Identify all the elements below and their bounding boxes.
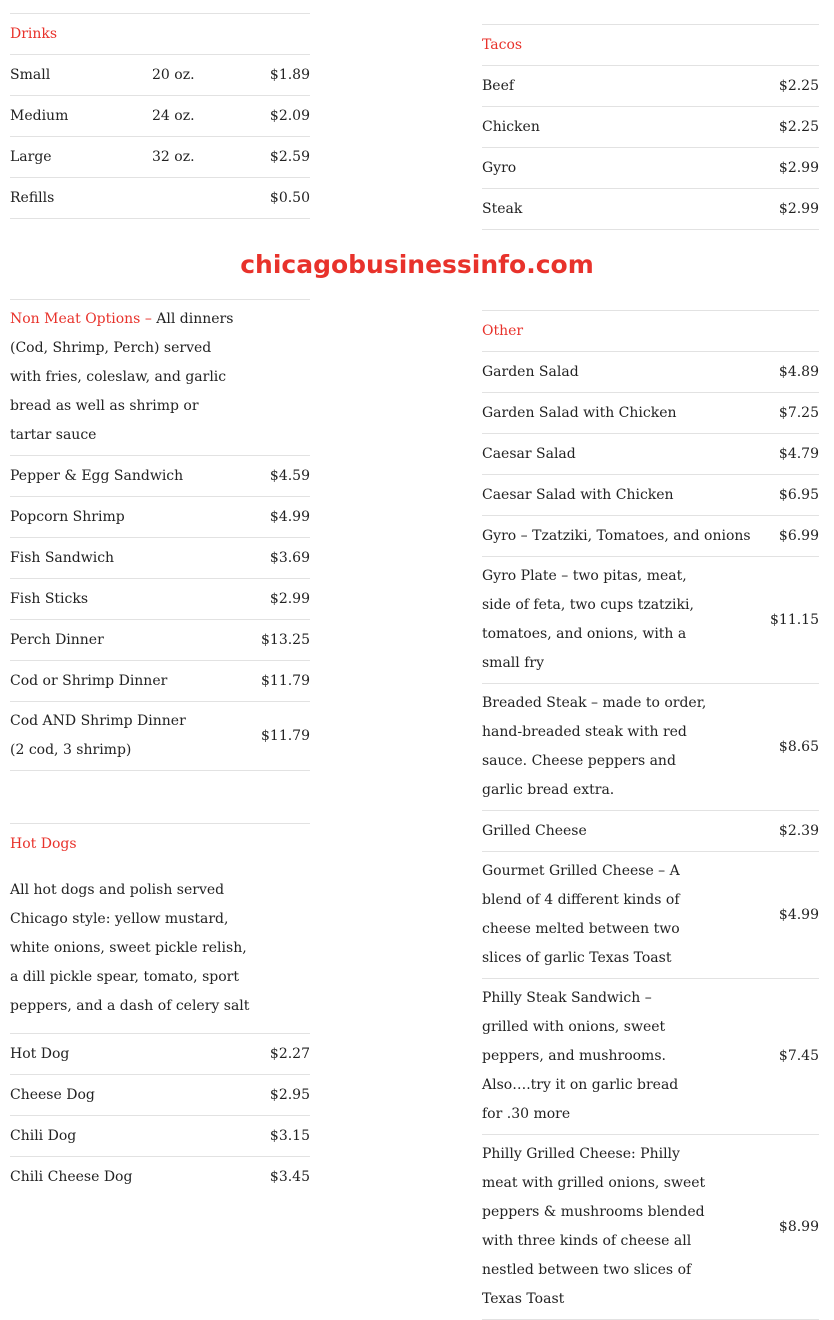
item-price: $4.59 bbox=[250, 456, 310, 497]
non-meat-description: All dinners (Cod, Shrimp, Perch) served with fries, coleslaw, and garlic bread as well as shrimp or tartar sauce bbox=[10, 311, 234, 443]
table-row bbox=[482, 852, 819, 979]
item-name: Gyro – Tzatziki, Tomatoes, and onions bbox=[482, 516, 770, 557]
table-row bbox=[482, 516, 819, 557]
item-name: Cod or Shrimp Dinner bbox=[10, 661, 250, 702]
non-meat-table bbox=[10, 299, 310, 771]
item-name: Gyro Plate – two pitas, meat, side of feta, two cups tzatziki, tomatoes, and onions, with a small fry bbox=[482, 557, 770, 684]
item-price: $2.99 bbox=[681, 189, 819, 230]
table-row bbox=[10, 178, 310, 219]
item-price: $2.25 bbox=[681, 66, 819, 107]
table-row bbox=[10, 1075, 310, 1116]
table-row bbox=[482, 393, 819, 434]
item-name: Gourmet Grilled Cheese – A blend of 4 different kinds of cheese melted between two slices of garlic Texas Toast bbox=[482, 852, 770, 979]
item-price: $3.15 bbox=[228, 1116, 310, 1157]
item-name: Refills bbox=[10, 178, 152, 219]
item-price: $3.69 bbox=[250, 538, 310, 579]
item-price: $7.25 bbox=[770, 393, 819, 434]
table-row bbox=[10, 456, 310, 497]
item-price: $11.79 bbox=[250, 702, 310, 771]
item-name: Garden Salad with Chicken bbox=[482, 393, 770, 434]
item-price: $2.09 bbox=[234, 96, 310, 137]
item-name: Caesar Salad with Chicken bbox=[482, 475, 770, 516]
item-price: $2.39 bbox=[770, 811, 819, 852]
item-name: Fish Sticks bbox=[10, 579, 250, 620]
item-size: 32 oz. bbox=[152, 137, 234, 178]
table-row bbox=[10, 579, 310, 620]
item-name: Cod AND Shrimp Dinner (2 cod, 3 shrimp) bbox=[10, 702, 250, 771]
item-name: Philly Steak Sandwich – grilled with onions, sweet peppers, and mushrooms. Also….try it on garlic bread for .30 more bbox=[482, 979, 770, 1135]
item-price: $6.99 bbox=[770, 516, 819, 557]
item-name: Medium bbox=[10, 96, 152, 137]
table-row bbox=[10, 137, 310, 178]
other-title: Other bbox=[482, 311, 819, 352]
item-name: Chili Cheese Dog bbox=[10, 1157, 228, 1198]
table-row bbox=[482, 66, 819, 107]
item-name: Perch Dinner bbox=[10, 620, 250, 661]
item-name: Popcorn Shrimp bbox=[10, 497, 250, 538]
item-size bbox=[152, 178, 234, 219]
item-size: 20 oz. bbox=[152, 55, 234, 96]
item-name: Fish Sandwich bbox=[10, 538, 250, 579]
title-dash: – bbox=[140, 311, 157, 327]
table-row bbox=[10, 538, 310, 579]
item-name: Cheese Dog bbox=[10, 1075, 228, 1116]
item-price: $2.25 bbox=[681, 107, 819, 148]
item-price: $4.99 bbox=[770, 852, 819, 979]
item-price: $8.99 bbox=[770, 1135, 819, 1320]
table-row bbox=[482, 811, 819, 852]
table-row bbox=[10, 620, 310, 661]
item-price: $1.89 bbox=[234, 55, 310, 96]
item-price: $2.59 bbox=[234, 137, 310, 178]
table-row bbox=[482, 1135, 819, 1320]
item-price: $3.45 bbox=[228, 1157, 310, 1198]
table-row bbox=[10, 1157, 310, 1198]
section-intro bbox=[10, 300, 310, 456]
hot-dogs-table bbox=[10, 823, 310, 1197]
table-row bbox=[482, 979, 819, 1135]
tacos-section bbox=[482, 24, 819, 230]
item-price: $2.95 bbox=[228, 1075, 310, 1116]
table-row bbox=[482, 107, 819, 148]
item-name: Garden Salad bbox=[482, 352, 770, 393]
table-row bbox=[10, 497, 310, 538]
item-name: Grilled Cheese bbox=[482, 811, 770, 852]
non-meat-title: Non Meat Options bbox=[10, 311, 141, 327]
table-row bbox=[10, 1034, 310, 1075]
table-row bbox=[482, 352, 819, 393]
non-meat-section bbox=[10, 299, 310, 771]
item-name: Chili Dog bbox=[10, 1116, 228, 1157]
item-price: $2.27 bbox=[228, 1034, 310, 1075]
item-name: Hot Dog bbox=[10, 1034, 228, 1075]
table-row bbox=[10, 661, 310, 702]
other-section bbox=[482, 310, 819, 1320]
item-price: $4.89 bbox=[770, 352, 819, 393]
table-row bbox=[482, 434, 819, 475]
tacos-table bbox=[482, 24, 819, 230]
item-price: $4.79 bbox=[770, 434, 819, 475]
table-row bbox=[482, 684, 819, 811]
item-price: $0.50 bbox=[234, 178, 310, 219]
item-name: Pepper & Egg Sandwich bbox=[10, 456, 250, 497]
table-row bbox=[482, 475, 819, 516]
item-price: $6.95 bbox=[770, 475, 819, 516]
item-name: Steak bbox=[482, 189, 681, 230]
item-price: $4.99 bbox=[250, 497, 310, 538]
item-price: $8.65 bbox=[770, 684, 819, 811]
item-name: Beef bbox=[482, 66, 681, 107]
table-row bbox=[482, 557, 819, 684]
table-row bbox=[10, 1116, 310, 1157]
item-price: $7.45 bbox=[770, 979, 819, 1135]
table-row bbox=[482, 189, 819, 230]
item-name: Philly Grilled Cheese: Philly meat with grilled onions, sweet peppers & mushrooms blended with three kinds of cheese all nestled between two slices of Texas Toast bbox=[482, 1135, 770, 1320]
hot-dogs-section bbox=[10, 823, 310, 1197]
item-name: Breaded Steak – made to order, hand-breaded steak with red sauce. Cheese peppers and garlic bread extra. bbox=[482, 684, 770, 811]
drinks-table bbox=[10, 13, 310, 219]
item-name: Large bbox=[10, 137, 152, 178]
table-row bbox=[10, 55, 310, 96]
table-row bbox=[10, 702, 310, 771]
hot-dogs-title: Hot Dogs bbox=[10, 824, 310, 865]
item-price: $11.79 bbox=[250, 661, 310, 702]
item-name: Chicken bbox=[482, 107, 681, 148]
item-name: Caesar Salad bbox=[482, 434, 770, 475]
drinks-section bbox=[10, 13, 310, 219]
item-name: Small bbox=[10, 55, 152, 96]
watermark-text: chicagobusinessinfo.com bbox=[240, 250, 594, 279]
tacos-title: Tacos bbox=[482, 25, 819, 66]
item-price: $13.25 bbox=[250, 620, 310, 661]
item-price: $2.99 bbox=[681, 148, 819, 189]
table-row bbox=[10, 96, 310, 137]
hot-dogs-description: All hot dogs and polish served Chicago style: yellow mustard, white onions, sweet pickle relish, a dill pickle spear, tomato, sport peppers, and a dash of celery salt bbox=[10, 882, 250, 1014]
other-table bbox=[482, 310, 819, 1320]
item-price: $11.15 bbox=[770, 557, 819, 684]
drinks-title: Drinks bbox=[10, 14, 310, 55]
item-name: Gyro bbox=[482, 148, 681, 189]
item-size: 24 oz. bbox=[152, 96, 234, 137]
table-row bbox=[482, 148, 819, 189]
item-price: $2.99 bbox=[250, 579, 310, 620]
